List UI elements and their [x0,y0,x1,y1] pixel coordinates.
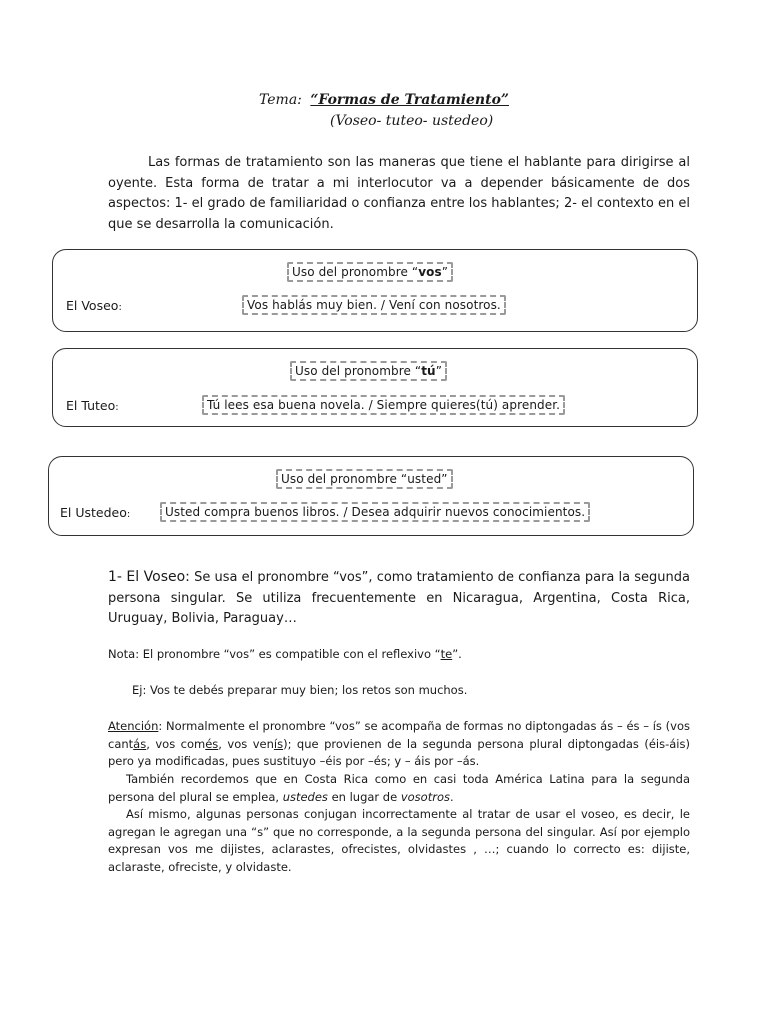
atencion-p1: : Normalmente el pronombre “vos” se acompaña de formas no diptongadas ás – és – ís (vos cant [108,719,690,751]
tambien-p2: en lugar de [327,789,401,804]
tambien-i1: ustedes [282,789,328,804]
ustedeo-label-colon: : [126,509,131,520]
voseo-example: Vos hablás muy bien. / Vení con nosotros. [242,295,506,315]
ustedeo-example: Usted compra buenos libros. / Desea adquirir nuevos conocimientos. [160,502,590,522]
section-voseo [108,567,690,630]
voseo-label [66,298,122,313]
voseo-usage-suffix: ” [441,265,449,279]
tambien-paragraph [108,771,690,806]
voseo-label-text: El Voseo [66,298,119,313]
nota-word: te [440,647,453,661]
atencion-paragraph [108,718,690,771]
tuteo-usage-suffix: ” [435,364,443,378]
voseo-label-colon: : [118,302,122,313]
document-title [0,92,768,108]
ustedeo-label-text: El Ustedeo [60,505,127,520]
atencion-u1: ás [133,736,147,751]
atencion-p4: ); que provienen de la segunda persona plural diptongadas (éis-áis) pero ya modificadas, pues sustituyo –éis por –és; y – áis por –ás. [108,736,690,768]
atencion-label: Atención [108,719,159,733]
atencion-u3: ís [273,736,284,751]
asimismo-paragraph: Así mismo, algunas personas conjugan incorrectamente al tratar de usar el voseo, es decir, le agregan le agregan una “s” que no corresponde, a la segunda persona del singular. Así por ejemplo expresan vos me dijistes, aclarastes, ofrecistes, olvidastes , …; cuando lo correcto es: dijiste, aclaraste, ofreciste, y olvidaste. [108,807,690,874]
ejemplo-paragraph: Ej: Vos te debés preparar muy bien; los retos son muchos. [132,683,468,697]
intro-paragraph: Las formas de tratamiento son las maneras que tiene el hablante para dirigirse al oyente. Esta forma de tratar a mi interlocutor va a depender básicamente de dos aspectos: 1- el grado de familiaridad o confianza entre los hablantes; 2- el contexto en el que se desarrolla la comunicación. [108,155,690,232]
nota-prefix: Nota: El pronombre “vos” es compatible con el reflexivo “ [108,647,441,661]
document-subtitle: (Voseo- tuteo- ustedeo) [330,113,494,129]
tuteo-label [66,398,119,413]
ustedeo-usage-word: usted [407,472,442,486]
section-voseo-heading: 1- El Voseo: [108,569,190,585]
tuteo-label-text: El Tuteo [66,398,116,413]
atencion-u2: és [205,736,219,751]
atencion-p2: , vos com [146,736,206,751]
ustedeo-label [60,505,130,520]
voseo-usage-word: vos [418,265,442,279]
tambien-p1: También recordemos que en Costa Rica como en casi toda América Latina para la segunda persona del plural se emplea, [108,772,690,804]
tema-label: Tema: [259,92,302,108]
tambien-p3: . [449,789,454,804]
nota-paragraph [108,646,690,664]
nota-suffix: ”. [452,647,462,661]
ustedeo-box [48,456,694,536]
tuteo-usage-word: tú [421,364,436,378]
tuteo-usage [290,361,447,381]
ustedeo-usage-suffix: ” [441,472,448,486]
tuteo-usage-prefix: Uso del pronombre “ [295,364,422,378]
voseo-usage-prefix: Uso del pronombre “ [292,265,419,279]
ustedeo-usage-prefix: Uso del pronombre “ [281,472,408,486]
title-text: “Formas de Tratamiento” [310,92,509,108]
tuteo-label-colon: : [115,402,119,413]
atencion-p3: , vos ven [218,736,274,751]
tambien-i2: vosotros [400,789,450,804]
voseo-usage [287,262,453,282]
section-voseo-body: Se usa el pronombre “vos”, como tratamiento de confianza para la segunda persona singular. Se utiliza frecuentemente en Nicaragua, Argentina, Costa Rica, Uruguay, Bolivia, Paraguay… [108,570,690,626]
ustedeo-usage [276,469,453,489]
tuteo-example: Tú lees esa buena novela. / Siempre quieres(tú) aprender. [202,395,565,415]
tuteo-box [52,348,698,427]
